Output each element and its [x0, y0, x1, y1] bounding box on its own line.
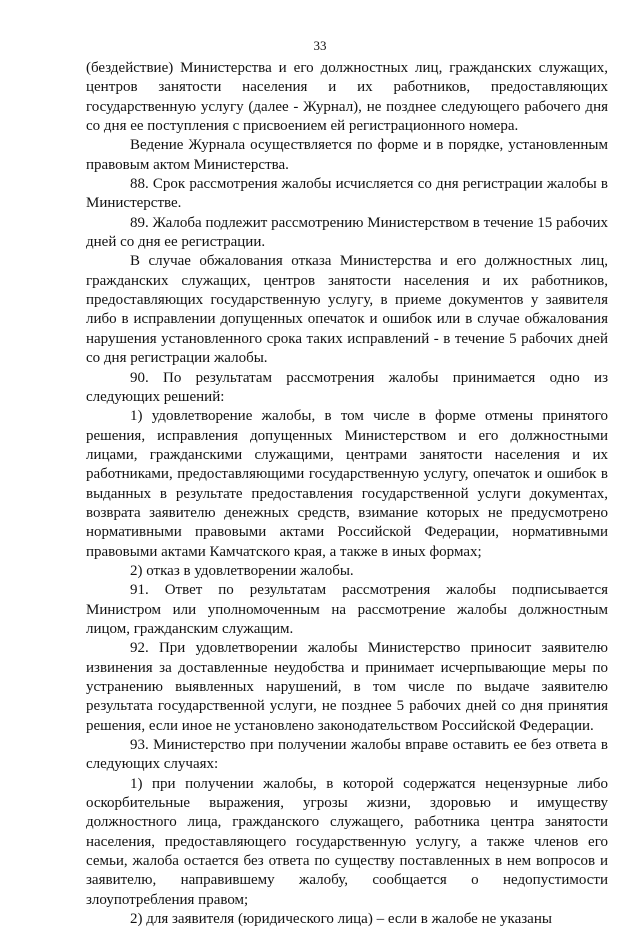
paragraph-92: 92. При удовлетворении жалобы Министерство приносит заявителю извинения за доставленные неудобства и принимает исчерпывающие меры по устранению выявленных нарушений, в том числе по выдаче заявителю результата государственной услуги, не позднее 5 рабочих дней со дня принятия решения, если иное не установлено законодательством Российской Федерации. — [86, 640, 608, 734]
paragraph-93-item-1: 1) при получении жалобы, в которой содержатся нецензурные либо оскорбительные выражения, угрозы жизни, здоровью и имуществу должностного лица, гражданского служащего, работника центра занятости населения, предоставляющего государственную услугу, а также членов его семьи, жалоба остается без ответа по существу поставленных в нем вопросов и заявителю, направившему жалобу, сообщается о недопустимости злоупотребления правом; — [86, 775, 608, 908]
paragraph-90-item-1: 1) удовлетворение жалобы, в том числе в форме отмены принятого решения, исправления допущенных Министерством и его должностными лицами, гражданскими служащими, центрами занятости населения и их работниками, предоставляющими государственную услугу, опечаток и ошибок в выданных в результате предоставления государственной услуги документах, возврата заявителю денежных средств, взимание которых не предусмотрено нормативными правовыми актами Российской Федерации, нормативными правовыми актами Камчатского края, а также в иных формах; — [86, 408, 608, 560]
document-body — [86, 59, 608, 929]
paragraph-91: 91. Ответ по результатам рассмотрения жалобы подписывается Министром или уполномоченным на рассмотрение жалобы должностным лицом, гражданским служащим. — [86, 582, 608, 637]
paragraph-88: 88. Срок рассмотрения жалобы исчисляется со дня регистрации жалобы в Министерстве. — [86, 176, 608, 212]
paragraph-93-item-2: 2) для заявителя (юридического лица) – если в жалобе не указаны — [130, 911, 552, 928]
paragraph-90-item-2: 2) отказ в удовлетворении жалобы. — [130, 562, 354, 579]
paragraph-89: 89. Жалоба подлежит рассмотрению Министерством в течение 15 рабочих дней со дня ее регистрации. — [86, 214, 608, 251]
paragraph-93: 93. Министерство при получении жалобы вправе оставить ее без ответа в следующих случаях: — [86, 737, 608, 773]
paragraph-journal-form: Ведение Журнала осуществляется по форме и в порядке, установленным правовым актом Министерства. — [86, 137, 608, 173]
paragraph-appeal-refusal: В случае обжалования отказа Министерства и его должностных лиц, гражданских служащих, центров занятости населения и их работников, предоставляющих государственную услугу, в приеме документов у заявителя либо в исправлении допущенных опечаток и ошибок или в случае обжалования нарушения установленного срока таких исправлений - в течение 5 рабочих дней со дня регистрации жалобы. — [86, 253, 608, 367]
page-number: 33 — [313, 38, 327, 53]
paragraph-continuation: (бездействие) Министерства и его должностных лиц, гражданских служащих, центров занятости населения и их работников, предоставляющих государственную услугу (далее - Журнал), не позднее следующего рабочего дня со дня ее поступления с присвоением ей регистрационного номера. — [86, 60, 608, 135]
paragraph-90: 90. По результатам рассмотрения жалобы принимается одно из следующих решений: — [86, 369, 608, 405]
